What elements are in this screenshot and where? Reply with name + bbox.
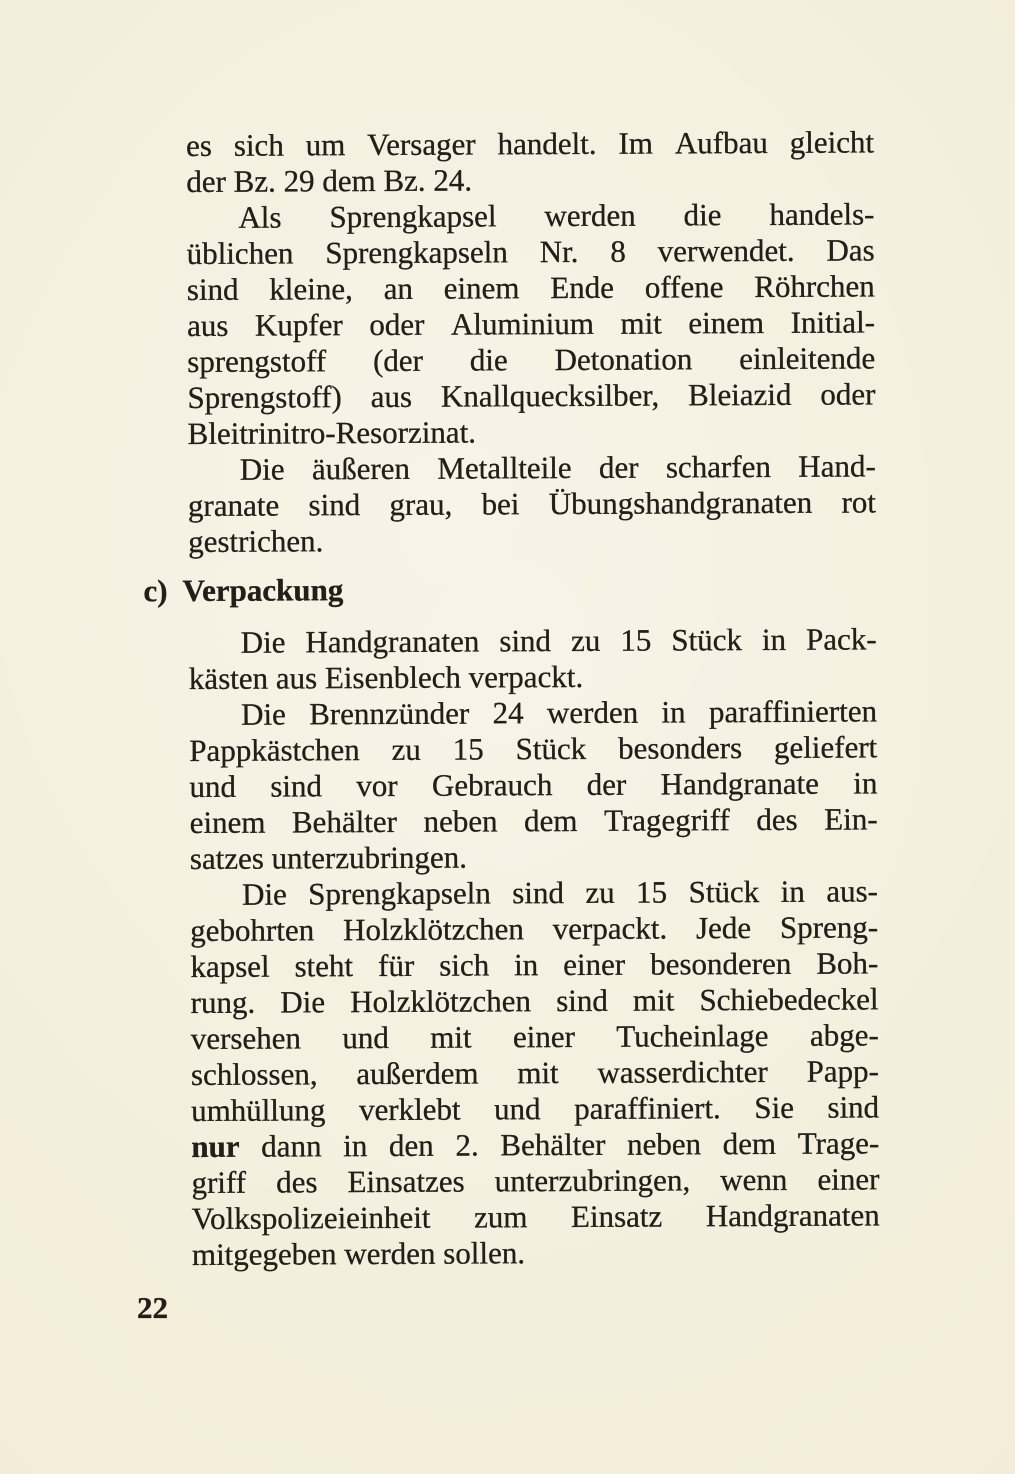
text-line — [191, 1017, 879, 1057]
word: Holzklötzchen — [342, 911, 524, 948]
word: 8 — [610, 233, 626, 269]
word: sind — [827, 1089, 880, 1125]
word: verpackt. — [468, 658, 584, 695]
text-line — [186, 124, 874, 164]
text-line — [186, 160, 874, 200]
word: sind — [512, 875, 565, 911]
word: Pack- — [805, 621, 877, 657]
word: offene — [644, 269, 724, 305]
word: Die — [241, 876, 287, 912]
word: grau, — [389, 486, 453, 522]
word: einleitende — [739, 340, 876, 377]
word: Sie — [754, 1089, 795, 1126]
word: rung. — [190, 984, 256, 1020]
word: zu — [391, 731, 421, 767]
word: Knallquecksilber, — [440, 377, 660, 414]
word: Schiebedeckel — [699, 981, 879, 1018]
word: kleine, — [269, 271, 353, 307]
word: neben — [423, 803, 498, 839]
word: griff — [191, 1164, 247, 1200]
word: gestrichen. — [188, 523, 324, 559]
word: unterzubringen, — [494, 1162, 691, 1199]
word: 15 — [636, 874, 668, 910]
word: Übungshandgranaten — [548, 484, 813, 522]
word: die — [469, 342, 508, 378]
text-line — [188, 412, 876, 452]
word: Sprengkapseln — [308, 875, 491, 912]
text-line — [187, 340, 875, 380]
word: besonders — [618, 730, 743, 766]
word: Eisenblech — [324, 659, 462, 696]
word: aus — [275, 660, 318, 696]
word: und — [189, 768, 237, 804]
text-line — [188, 520, 876, 560]
text-line — [190, 873, 878, 913]
word: aus — [370, 378, 413, 415]
word: mit — [620, 305, 662, 341]
word: äußeren — [311, 450, 411, 487]
word: Ende — [550, 269, 615, 306]
word: zum — [473, 1199, 528, 1235]
word: Holzklötzchen — [350, 983, 532, 1020]
word: 29 — [283, 163, 315, 199]
word: Aufbau — [674, 124, 768, 161]
word: mit — [430, 1019, 472, 1055]
word: einem — [688, 304, 765, 341]
word: aus- — [826, 873, 879, 909]
word: Bz. — [233, 163, 276, 199]
word: Im — [618, 125, 653, 161]
word: Bz. — [383, 162, 426, 198]
word: 15 — [452, 731, 484, 767]
text-line — [191, 1125, 879, 1165]
word: wenn — [720, 1161, 788, 1198]
word: und — [494, 1091, 541, 1127]
word: geliefert — [773, 729, 878, 765]
word: oder — [820, 376, 876, 412]
word: Metallteile — [437, 449, 572, 486]
text-line — [189, 657, 877, 697]
word: in — [780, 873, 805, 909]
word: sich — [439, 947, 490, 983]
word: der — [598, 449, 639, 485]
text-line — [188, 448, 876, 488]
word: 2. — [455, 1127, 479, 1163]
word: sich — [233, 127, 284, 163]
word: zu — [585, 874, 615, 910]
word: werden — [344, 1235, 436, 1272]
word: Behälter — [291, 803, 398, 840]
word: nur — [191, 1128, 240, 1164]
text-line — [187, 376, 875, 416]
word: Die — [240, 696, 286, 732]
word: sprengstoff — [187, 343, 327, 379]
word: sind — [308, 487, 361, 523]
word: sind — [499, 623, 552, 659]
word: Trage- — [797, 1125, 880, 1161]
word: verpackt. — [552, 910, 668, 947]
word: mit — [632, 982, 675, 1018]
word: Stück — [515, 730, 587, 767]
word: um — [305, 127, 346, 163]
text-line — [191, 1053, 879, 1093]
word: außerdem — [356, 1055, 479, 1092]
word: in — [661, 694, 686, 730]
word: üblichen — [186, 235, 294, 271]
word: Detonation — [554, 341, 693, 378]
word: verwendet. — [657, 232, 795, 269]
word: dann — [261, 1128, 322, 1164]
word: unterzubringen. — [271, 839, 468, 876]
word: schlossen, — [190, 1056, 318, 1092]
word: Einsatz — [570, 1198, 663, 1234]
word: handels- — [769, 196, 875, 232]
word: der — [186, 163, 226, 199]
word: Gebrauch — [431, 767, 553, 803]
word: für — [377, 947, 415, 984]
word: werden — [544, 197, 636, 234]
word: in — [761, 621, 787, 657]
word: (der — [372, 342, 424, 379]
word: vor — [356, 767, 398, 804]
text-line — [187, 268, 875, 308]
word: steht — [294, 948, 354, 984]
word: besonderen — [650, 945, 792, 982]
word: sind — [556, 982, 608, 1019]
word: abge- — [809, 1017, 879, 1053]
page-number: 22 — [137, 1290, 168, 1325]
text-line — [189, 693, 877, 733]
text-line — [190, 909, 878, 949]
section-heading — [143, 569, 876, 609]
word: Hand- — [798, 448, 876, 484]
word: sollen. — [443, 1235, 526, 1271]
text-line — [190, 981, 878, 1021]
word: kapsel — [190, 948, 270, 984]
word: versehen — [190, 1020, 302, 1056]
word: in — [853, 765, 878, 801]
word: dem — [722, 1125, 777, 1162]
text-line — [189, 729, 877, 769]
word: aus — [186, 307, 229, 343]
word: Tucheinlage — [616, 1017, 769, 1054]
word: Papp- — [806, 1053, 880, 1089]
word: Initial- — [790, 304, 876, 340]
word: des — [756, 801, 798, 838]
word: bei — [481, 486, 520, 522]
word: verklebt — [358, 1091, 461, 1128]
text-line — [189, 621, 877, 661]
word: Aluminium — [450, 305, 594, 342]
word: Volkspolizeieinheit — [191, 1199, 431, 1236]
text-line — [186, 196, 874, 236]
word: rot — [841, 484, 877, 520]
word: satzes — [189, 840, 264, 876]
word: sind — [270, 768, 323, 804]
text-column — [143, 124, 880, 1273]
word: dem — [524, 802, 578, 839]
text-line — [190, 801, 878, 841]
word: einer — [563, 946, 626, 983]
text-line — [191, 1161, 879, 1201]
word: granate — [187, 487, 280, 523]
word: in — [514, 947, 539, 983]
word: dem — [322, 163, 376, 199]
word: Brennzünder — [309, 695, 470, 732]
word: Pappkästchen — [189, 732, 360, 768]
word: Handgranate — [660, 765, 820, 802]
word: neben — [626, 1126, 702, 1162]
word: Die — [280, 984, 326, 1020]
word: den — [388, 1127, 434, 1163]
word: Sprengstoff) — [187, 379, 342, 415]
word: gebohrten — [190, 912, 315, 948]
text-line — [192, 1233, 880, 1273]
word: 24 — [492, 695, 524, 731]
word: es — [186, 127, 213, 163]
word: gleicht — [789, 124, 875, 160]
word: Stück — [671, 622, 742, 658]
word: Versager — [367, 126, 476, 163]
word: des — [276, 1164, 318, 1200]
text-line — [187, 232, 875, 272]
word: 15 — [620, 622, 652, 658]
word: Die — [240, 624, 286, 660]
word: umhüllung — [191, 1092, 326, 1128]
word: Einsatzes — [347, 1163, 465, 1200]
word: einem — [443, 270, 520, 306]
word: in — [343, 1128, 368, 1164]
word: mitgegeben — [191, 1236, 337, 1272]
section-title: Verpackung — [182, 572, 344, 609]
text-line — [190, 837, 878, 877]
word: der — [586, 766, 627, 802]
word: einer — [817, 1161, 880, 1197]
word: mit — [517, 1055, 559, 1091]
word: Handgranaten — [705, 1197, 880, 1234]
word: Spreng- — [779, 909, 879, 945]
word: Röhrchen — [754, 268, 875, 305]
word: handelt. — [497, 125, 597, 162]
word: Ein- — [824, 801, 878, 837]
word: Sprengkapseln — [325, 234, 508, 271]
text-line — [192, 1197, 880, 1237]
word: Nr. — [539, 233, 579, 270]
word: an — [383, 270, 414, 306]
word: Behälter — [500, 1126, 606, 1163]
word: zu — [570, 622, 601, 658]
word: oder — [369, 306, 425, 343]
section-letter: c) — [143, 573, 168, 609]
word: und — [342, 1019, 389, 1056]
word: die — [683, 197, 722, 233]
word: kästen — [188, 660, 269, 696]
word: Tragegriff — [603, 802, 730, 838]
text-line — [191, 1089, 879, 1129]
word: Boh- — [816, 945, 879, 981]
word: einem — [189, 804, 266, 840]
text-line — [188, 484, 876, 524]
word: paraffinierten — [708, 693, 878, 730]
word: Stück — [688, 874, 760, 910]
word: werden — [546, 694, 639, 731]
word: Als — [238, 199, 282, 235]
word: einer — [512, 1018, 576, 1055]
text-line — [189, 765, 877, 805]
word: Bleitrinitro-Resorzinat. — [187, 414, 477, 451]
word: sind — [186, 271, 239, 307]
word: 24. — [433, 162, 473, 198]
word: Kupfer — [254, 307, 343, 343]
text-line — [190, 945, 878, 985]
word: Bleiazid — [688, 376, 792, 413]
word: wasserdichter — [597, 1053, 768, 1090]
word: paraffiniert. — [574, 1090, 721, 1126]
word: Die — [239, 451, 285, 487]
word: Handgranaten — [305, 623, 480, 660]
word: scharfen — [665, 448, 771, 485]
text-line — [187, 304, 875, 344]
word: Das — [826, 232, 875, 268]
word: Jede — [695, 910, 752, 946]
word: Sprengkapsel — [329, 198, 497, 235]
